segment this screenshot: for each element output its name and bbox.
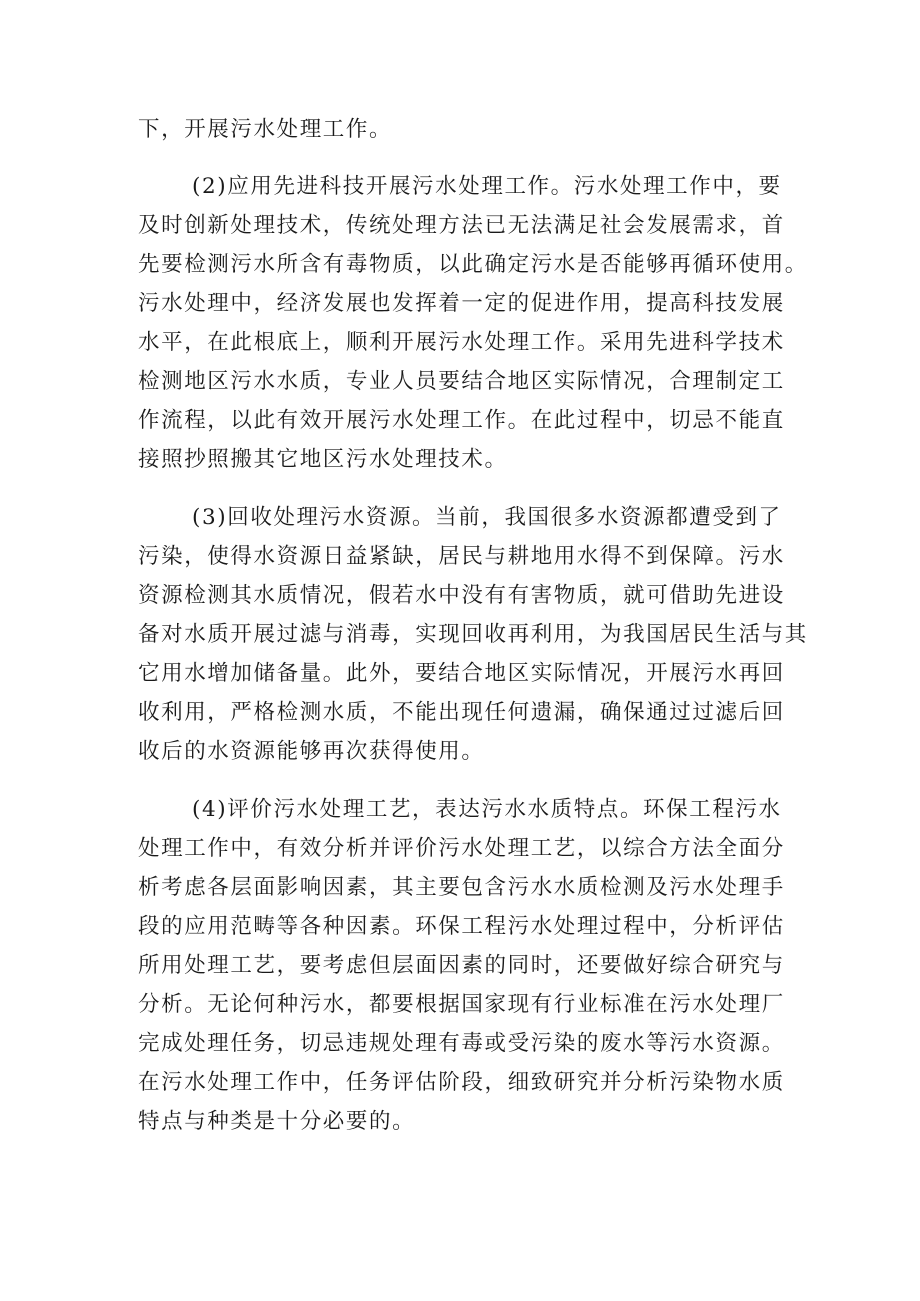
paragraph-3-line-5: 它用水增加储备量。此外，要结合地区实际情况，开展污水再回 <box>138 661 785 686</box>
paragraph-4-line-8: 在污水处理工作中，任务评估阶段，细致研究并分析污染物水质 <box>138 1070 785 1095</box>
paragraph-3-line-2: 污染，使得水资源日益紧缺，居民与耕地用水得不到保障。污水 <box>138 544 785 569</box>
paragraph-4-line-3: 析考虑各层面影响因素，其主要包含污水水质检测及污水处理手 <box>138 875 785 900</box>
paragraph-4-line-1: (4)评价污水处理工艺，表达污水水质特点。环保工程污水 <box>192 797 782 822</box>
paragraph-4-line-4: 段的应用范畴等各种因素。环保工程污水处理过程中，分析评估 <box>138 914 785 939</box>
paragraph-3-line-7: 收后的水资源能够再次获得使用。 <box>138 739 485 764</box>
paragraph-2-line-4: 污水处理中，经济发展也发挥着一定的促进作用，提高科技发展 <box>138 291 785 316</box>
paragraph-2-line-5: 水平，在此根底上，顺利开展污水处理工作。采用先进科学技术 <box>138 330 785 355</box>
paragraph-2-line-6: 检测地区污水水质，专业人员要结合地区实际情况，合理制定工 <box>138 369 785 394</box>
paragraph-2-line-2: 及时创新处理技术，传统处理方法已无法满足社会发展需求，首 <box>138 213 785 238</box>
paragraph-2-line-3: 先要检测污水所含有毒物质，以此确定污水是否能够再循环使用。 <box>138 252 808 277</box>
paragraph-2-line-7: 作流程，以此有效开展污水处理工作。在此过程中，切忌不能直 <box>138 408 785 433</box>
paragraph-1-line-1: 下，开展污水处理工作。 <box>138 117 393 142</box>
paragraph-2-line-1: (2)应用先进科技开展污水处理工作。污水处理工作中，要 <box>192 174 782 199</box>
paragraph-3-line-6: 收利用，严格检测水质，不能出现任何遗漏，确保通过过滤后回 <box>138 700 785 725</box>
paragraph-3-line-4: 备对水质开展过滤与消毒，实现回收再利用，为我国居民生活与其 <box>138 622 808 647</box>
paragraph-4-line-2: 处理工作中，有效分析并评价污水处理工艺，以综合方法全面分 <box>138 836 785 861</box>
paragraph-2-line-8: 接照抄照搬其它地区污水处理技术。 <box>138 447 508 472</box>
paragraph-3-line-1: (3)回收处理污水资源。当前，我国很多水资源都遭受到了 <box>192 505 782 530</box>
paragraph-3-line-3: 资源检测其水质情况，假若水中没有有害物质，就可借助先进设 <box>138 583 785 608</box>
paragraph-4-line-7: 完成处理任务，切忌违规处理有毒或受污染的废水等污水资源。 <box>138 1031 785 1056</box>
paragraph-4-line-6: 分析。无论何种污水，都要根据国家现有行业标准在污水处理厂 <box>138 992 785 1017</box>
paragraph-4-line-5: 所用处理工艺，要考虑但层面因素的同时，还要做好综合研究与 <box>138 953 785 978</box>
paragraph-4-line-9: 特点与种类是十分必要的。 <box>138 1109 416 1134</box>
